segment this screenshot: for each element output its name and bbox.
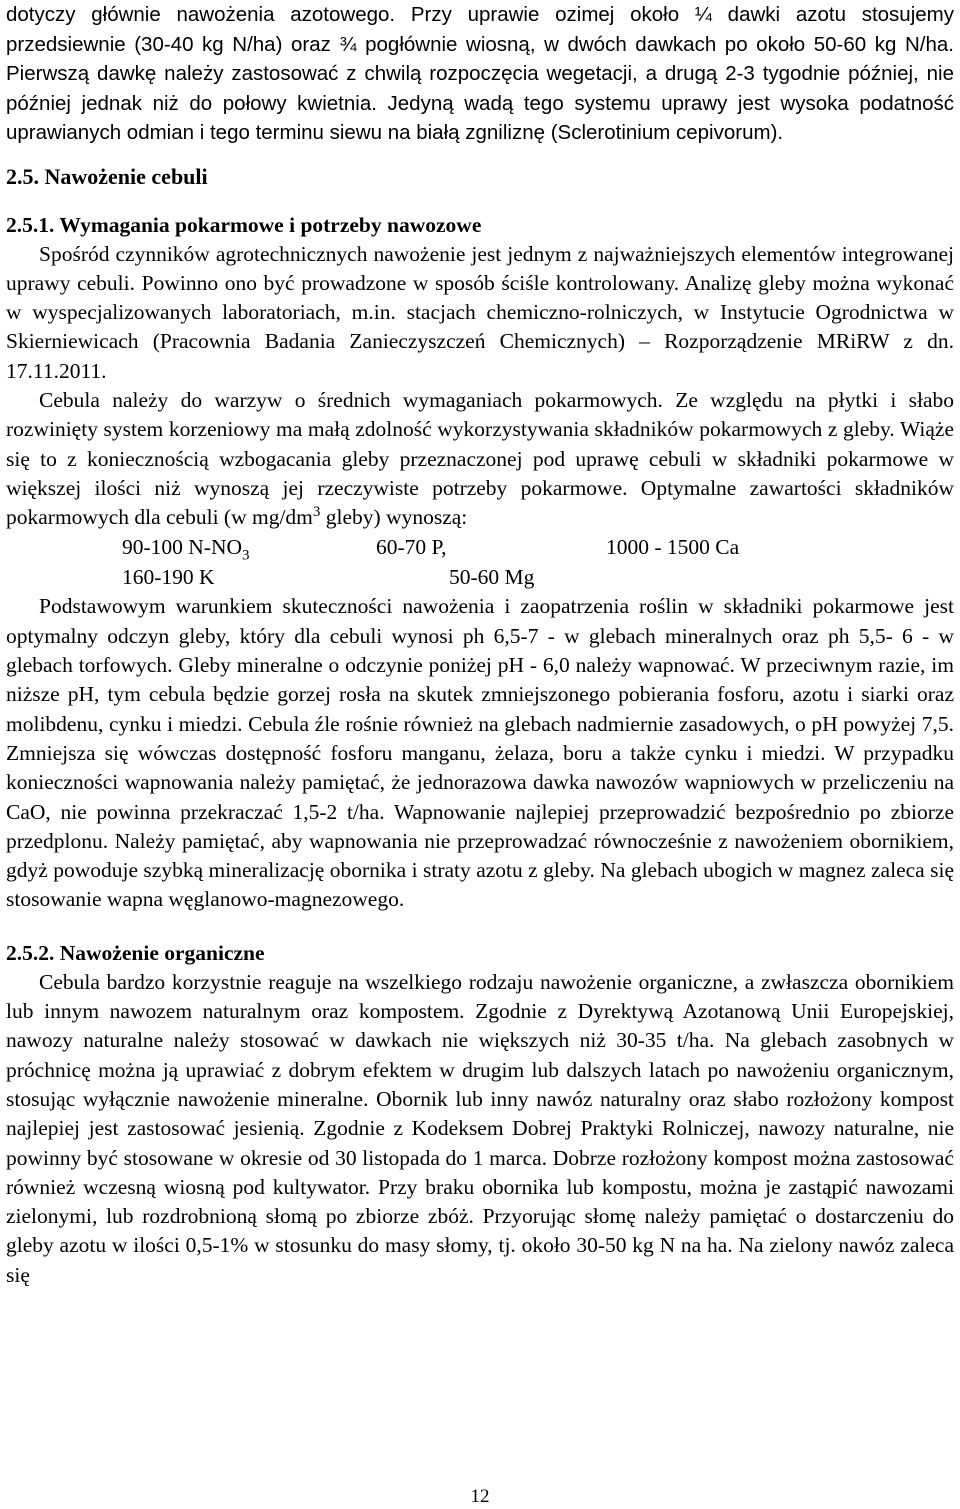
paragraph-soil-analysis: Spośród czynników agrotechnicznych nawożenie jest jednym z najważniejszych elementów integrowanej uprawy cebuli. Powinno ono być prowadzone w sposób ściśle kontrolowany. Analizę gleby można wykonać w wyspecjalizowanych laboratoriach, m.in. stacjach chemiczno-rolniczych, w Instytucie Ogrodnictwa w Skierniewicach (Pracownia Badania Zanieczyszczeń Chemicznych) – Rozporządzenie MRiRW z dn. 17.11.2011.	[6, 241, 954, 383]
value-potassium: 160-190 K	[122, 565, 215, 590]
page-number: 12	[470, 1486, 490, 1507]
paragraph-soil-ph: Podstawowym warunkiem skuteczności nawożenia i zaopatrzenia roślin w składniki pokarmowe jest optymalny odczyn gleby, który dla cebuli wynosi ph 6,5-7 - w glebach mineralnych oraz ph 5,5- 6 - w glebach torfowych. Gleby mineralne o odczynie poniżej pH - 6,0 należy wapnować. W przeciwnym razie, im niższe pH, tym cebula będzie gorzej rosła na skutek zmniejszonego pobierania fosforu, azotu i siarki oraz molibdenu, cynku i miedzi. Cebula źle rośnie również na glebach nadmiernie zasadowych, o pH powyżej 7,5. Zmniejsza się wówczas dostępność fosforu manganu, żelaza, boru a także cynku i miedzi. W przypadku konieczności wapnowania należy pamiętać, że jednorazowa dawka nawozów wapniowych w przeliczeniu na CaO, nie powinna przekraczać 1,5-2 t/ha. Wapnowanie najlepiej przeprowadzić bezpośrednio po zbiorze przedplonu. Należy pamiętać, aby wapnowania nie przeprowadzać równocześnie z nawożeniem obornikiem, gdyż powoduje szybką mineralizację obornika i straty azotu z gleby. Na glebach ubogich w magnez zaleca się stosowanie wapna węglanowo-magnezowego.	[6, 594, 954, 912]
nutrient-values-table	[6, 532, 954, 592]
intro-paragraph: dotyczy głównie nawożenia azotowego. Przy uprawie ozimej około ¼ dawki azotu stosujemy przedsiewnie (30-40 kg N/ha) oraz ¾ pogłównie wiosną, w dwóch dawkach po około 50-60 kg N/ha. Pierwszą dawkę należy zastosować z chwilą rozpoczęcia wegetacji, a drugą 2-3 tygodnie później, nie później jednak niż do połowy kwietnia. Jedyną wadą tego systemu uprawy jest wysoka podatność uprawianych odmian i tego terminu siewu na białą zgniliznę (Sclerotinium cepivorum).	[6, 3, 954, 144]
section-heading-2-5-1: 2.5.1. Wymagania pokarmowe i potrzeby nawozowe	[6, 212, 482, 237]
paragraph-organic-fertilization: Cebula bardzo korzystnie reaguje na wszelkiego rodzaju nawożenie organiczne, a zwłaszcza obornikiem lub innym nawozem naturalnym oraz kompostem. Zgodnie z Dyrektywą Azotanową Unii Europejskiej, nawozy naturalne należy stosować w dawkach nie większych niż 30-35 t/ha. Na glebach zasobnych w próchnicę można ją uprawiać z dobrym efektem w drugim lub dalszych latach po nawożeniu organicznym, stosując wyłącznie nawożenie mineralne. Obornik lub inny nawóz naturalny oraz słabo rozłożony kompost najlepiej jest zastosować jesienią. Zgodnie z Kodeksem Dobrej Praktyki Rolniczej, nawozy naturalne, nie powinny być stosowane w okresie od 30 listopada do 1 marca. Dobrze rozłożony kompost można zastosować również wczesną wiosną pod kultywator. Przy braku obornika lub kompostu, można je zastąpić nawozami zielonymi, lub rozdrobnioną słomą po zbiorze zbóż. Przyorując słomę należy pamiętać o dostarczeniu do gleby azotu w ilości 0,5-1% w stosunku do masy słomy, tj. około 30-50 kg N na ha. Na zielony nawóz zaleca się	[6, 969, 954, 1287]
section-heading-2-5-2: 2.5.2. Nawożenie organiczne	[6, 940, 265, 965]
section-heading-2-5: 2.5. Nawożenie cebuli	[6, 163, 208, 189]
value-phosphorus: 60-70 P,	[376, 535, 447, 560]
value-magnesium: 50-60 Mg	[449, 565, 535, 590]
paragraph-nutrient-requirements: Cebula należy do warzyw o średnich wymaganiach pokarmowych. Ze względu na płytki i słabo rozwinięty system korzeniowy ma małą zdolność wykorzystywania składników pokarmowych z gleby. Wiąże się to z koniecznością wzbogacania gleby przeznaczonej pod uprawę cebuli w składniki pokarmowe w większej ilości niż wynoszą jej rzeczywiste potrzeby pokarmowe. Optymalne zawartości składników pokarmowych dla cebuli (w $mg/dm^3$ gleby) wynoszą:	[6, 387, 954, 530]
document-page	[6, 0, 954, 1290]
value-nitrate: 90-100 $N-NO_3$	[122, 535, 250, 564]
value-calcium: 1000 - 1500 Ca	[606, 535, 740, 560]
